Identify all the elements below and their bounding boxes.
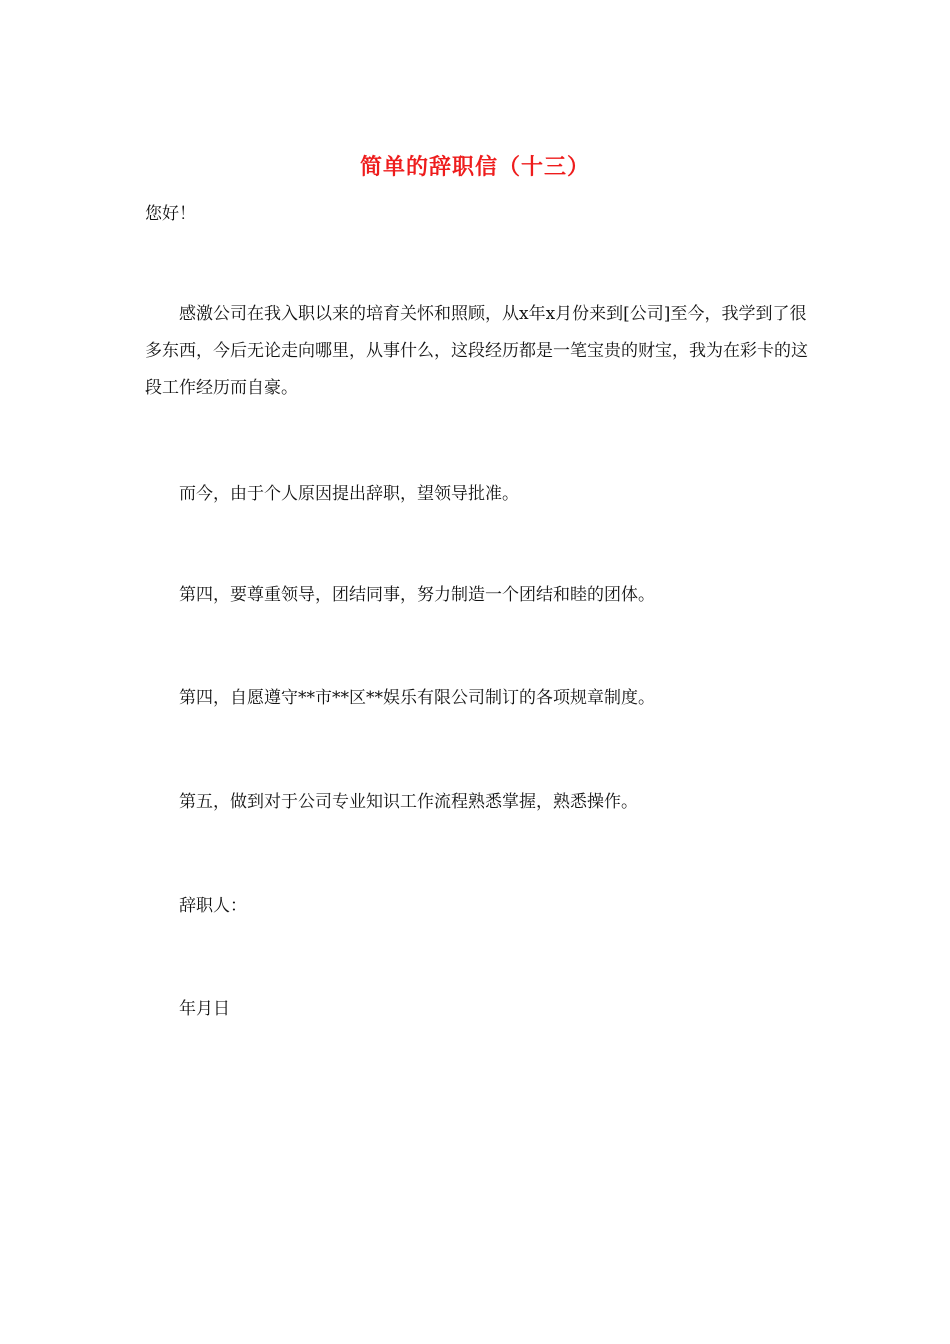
paragraph-1: 感激公司在我入职以来的培育关怀和照顾，从x年x月份来到[公司]至今，我学到了很多东西，今后无论走向哪里，从事什么，这段经历都是一笔宝贵的财宝，我为在彩卡的这段工作经历而自豪。 (145, 304, 808, 398)
signature-label: 辞职人： (179, 896, 247, 916)
greeting: 您好！ (145, 204, 196, 224)
document-title: 简单的辞职信（十三） (359, 155, 590, 180)
paragraph-3: 第四，要尊重领导，团结同事，努力制造一个团结和睦的团体。 (179, 585, 655, 605)
paragraph-5: 第五，做到对于公司专业知识工作流程熟悉掌握，熟悉操作。 (179, 792, 638, 812)
paragraph-2: 而今，由于个人原因提出辞职，望领导批准。 (179, 484, 519, 504)
date-label: 年月日 (179, 999, 230, 1019)
paragraph-4: 第四，自愿遵守**市**区**娱乐有限公司制订的各项规章制度。 (179, 688, 655, 708)
